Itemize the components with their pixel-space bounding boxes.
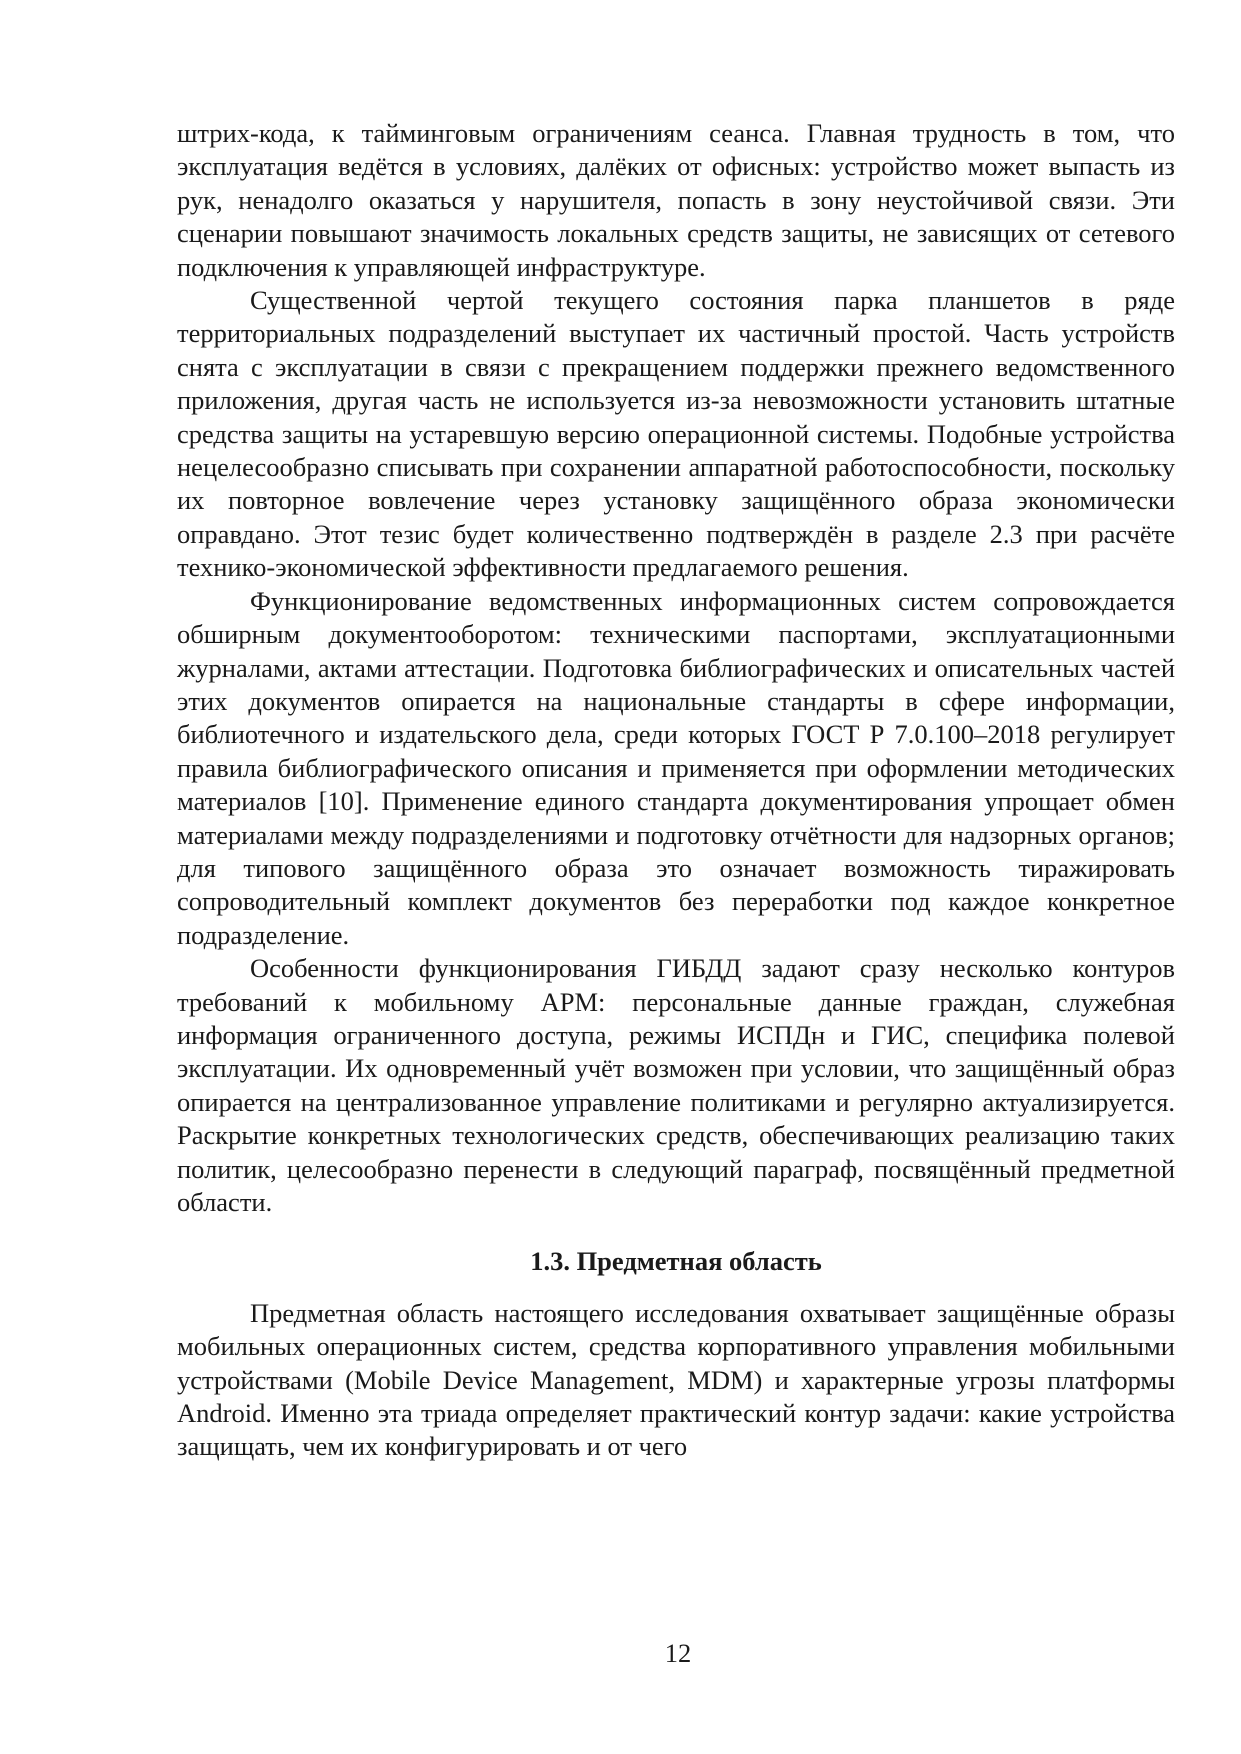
- paragraph-requirements: Особенности функционирования ГИБДД задают сразу несколько контуров требований к мобильному АРМ: персональные данные граждан, служебная информация ограниченного доступа, режимы ИСПДн и ГИС, специфика полевой эксплуатации. Их одновременный учёт возможен при условии, что защищённый образ опирается на централизованное управление политиками и регулярно актуализируется. Раскрытие конкретных технологических средств, обеспечивающих реализацию таких политик, целесообразно перенести в следующий параграф, посвящённый предметной области.: [177, 953, 1175, 1217]
- paragraph-continuation: штрих-кода, к тайминговым ограничениям сеанса. Главная трудность в том, что эксплуатация ведётся в условиях, далёких от офисных: устройство может выпасть из рук, ненадолго оказаться у нарушителя, попасть в зону неустойчивой связи. Эти сценарии повышают значимость локальных средств защиты, не зависящих от сетевого подключения к управляющей инфраструктуре.: [177, 118, 1175, 282]
- paragraph-documentation: Функционирование ведомственных информационных систем сопровождается обширным документооборотом: техническими паспортами, эксплуатационными журналами, актами аттестации. Подготовка библиографических и описательных частей этих документов опирается на национальные стандарты в сфере информации, библиотечного и издательского дела, среди которых ГОСТ Р 7.0.100–2018 регулирует правила библиографического описания и применяется при оформлении методических материалов [10]. Применение единого стандарта документирования упрощает обмен материалами между подразделениями и подготовку отчётности для надзорных органов; для типового защищённого образа это означает возможность тиражировать сопроводительный комплект документов без переработки под каждое конкретное подразделение.: [177, 585, 1175, 950]
- paragraph-subject-area: Предметная область настоящего исследования охватывает защищённые образы мобильных операционных систем, средства корпоративного управления мобильными устройствами (Mobile Device Management, MDM) и характерные угрозы платформы Android. Именно эта триада определяет практический контур задачи: какие устройства защищать, чем их конфигурировать и от чего: [177, 1297, 1175, 1462]
- paragraph-tablet-fleet: Существенной чертой текущего состояния парка планшетов в ряде территориальных подразделений выступает их частичный простой. Часть устройств снята с эксплуатации в связи с прекращением поддержки прежнего ведомственного приложения, другая часть не используется из-за невозможности установить штатные средства защиты на устаревшую версию операционной системы. Подобные устройства нецелесообразно списывать при сохранении аппаратной работоспособности, поскольку их повторное вовлечение через установку защищённого образа экономически оправдано. Этот тезис будет количественно подтверждён в разделе 2.3 при расчёте технико-экономической эффективности предлагаемого решения.: [177, 285, 1175, 583]
- section-heading: 1.3. Предметная область: [530, 1246, 822, 1277]
- page-number: 12: [664, 1638, 692, 1668]
- document-body: [177, 117, 1175, 1464]
